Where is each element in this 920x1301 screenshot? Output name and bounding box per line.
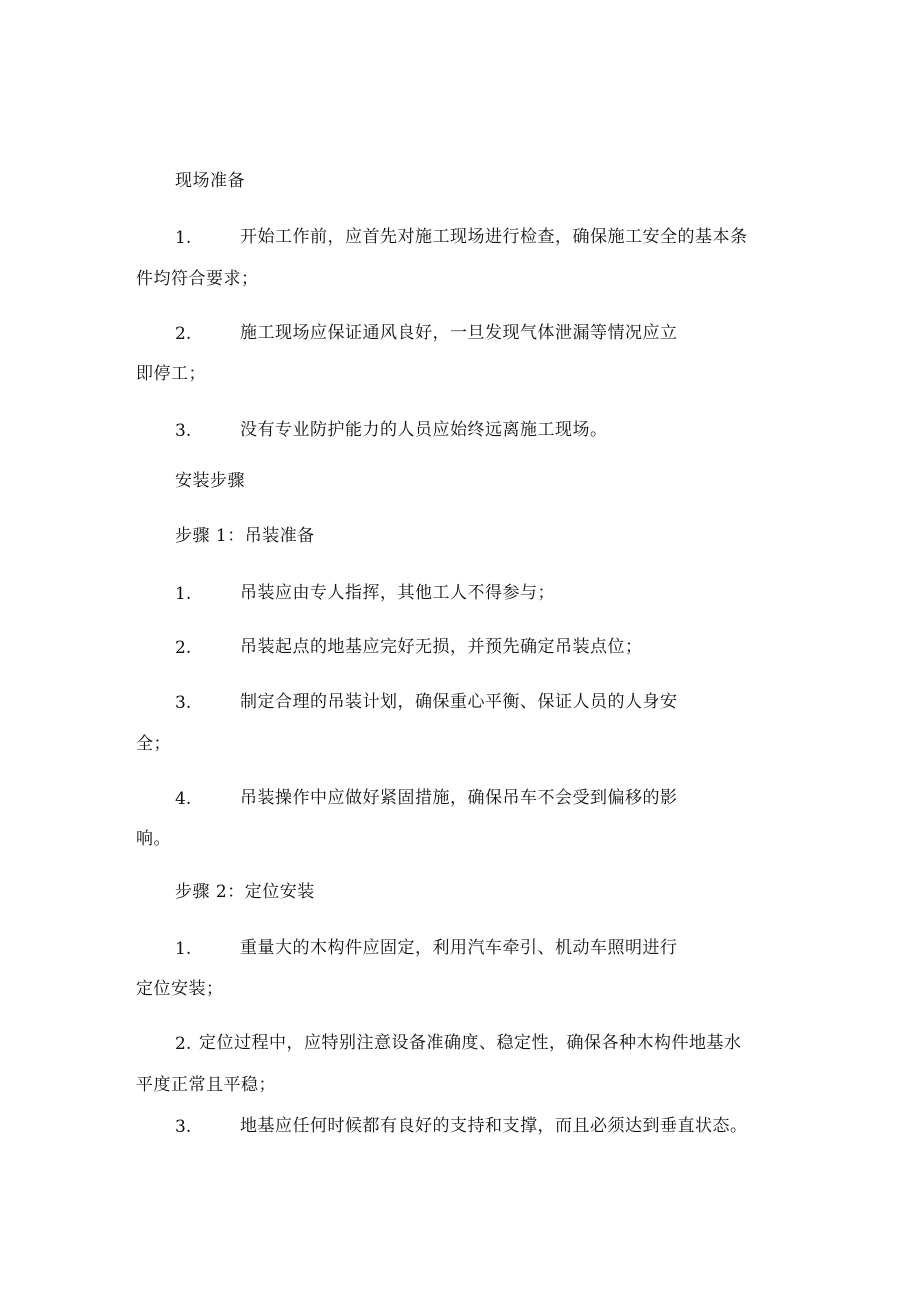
list-item-number: 2. (175, 1034, 192, 1054)
list-item-number: 2. (175, 324, 192, 344)
list-item-number: 3. (175, 421, 192, 441)
list-item-text-continued: 响。 (136, 829, 171, 849)
list-item-text: 定位过程中，应特别注意设备准确度、稳定性，确保各种木构件地基水 (199, 1033, 742, 1053)
list-item-text: 吊装起点的地基应完好无损，并预先确定吊装点位； (240, 637, 643, 657)
list-item-text: 地基应任何时候都有良好的支持和支撑，而且必须达到垂直状态。 (240, 1116, 748, 1136)
list-item-text: 制定合理的吊装计划，确保重心平衡、保证人员的人身安 (240, 692, 678, 712)
list-item-number: 3. (175, 1117, 192, 1137)
list-item-number: 3. (175, 693, 192, 713)
step-heading-1: 步骤 1：吊装准备 (175, 526, 315, 546)
list-item-text-continued: 即停工； (136, 364, 206, 384)
list-item-text-continued: 件均符合要求； (136, 269, 259, 289)
list-item-text: 施工现场应保证通风良好，一旦发现气体泄漏等情况应立 (240, 323, 678, 343)
list-item-text-continued: 平度正常且平稳； (136, 1075, 276, 1095)
section-heading-site-prep: 现场准备 (175, 171, 245, 191)
list-item-text: 开始工作前，应首先对施工现场进行检查，确保施工安全的基本条 (240, 227, 748, 247)
list-item-number: 1. (175, 228, 192, 248)
list-item-text: 重量大的木构件应固定，利用汽车牵引、机动车照明进行 (240, 938, 678, 958)
list-item-number: 2. (175, 638, 192, 658)
list-item-text: 没有专业防护能力的人员应始终远离施工现场。 (240, 420, 608, 440)
list-item-number: 1. (175, 939, 192, 959)
list-item-number: 1. (175, 584, 192, 604)
list-item-text: 吊装操作中应做好紧固措施，确保吊车不会受到偏移的影 (240, 788, 678, 808)
list-item-text-continued: 定位安装； (136, 979, 224, 999)
section-heading-install-steps: 安装步骤 (175, 471, 245, 491)
list-item-text: 吊装应由专人指挥，其他工人不得参与； (240, 583, 555, 603)
list-item-text-continued: 全； (136, 734, 171, 754)
list-item-number: 4. (175, 789, 192, 809)
step-heading-2: 步骤 2：定位安装 (175, 882, 315, 902)
